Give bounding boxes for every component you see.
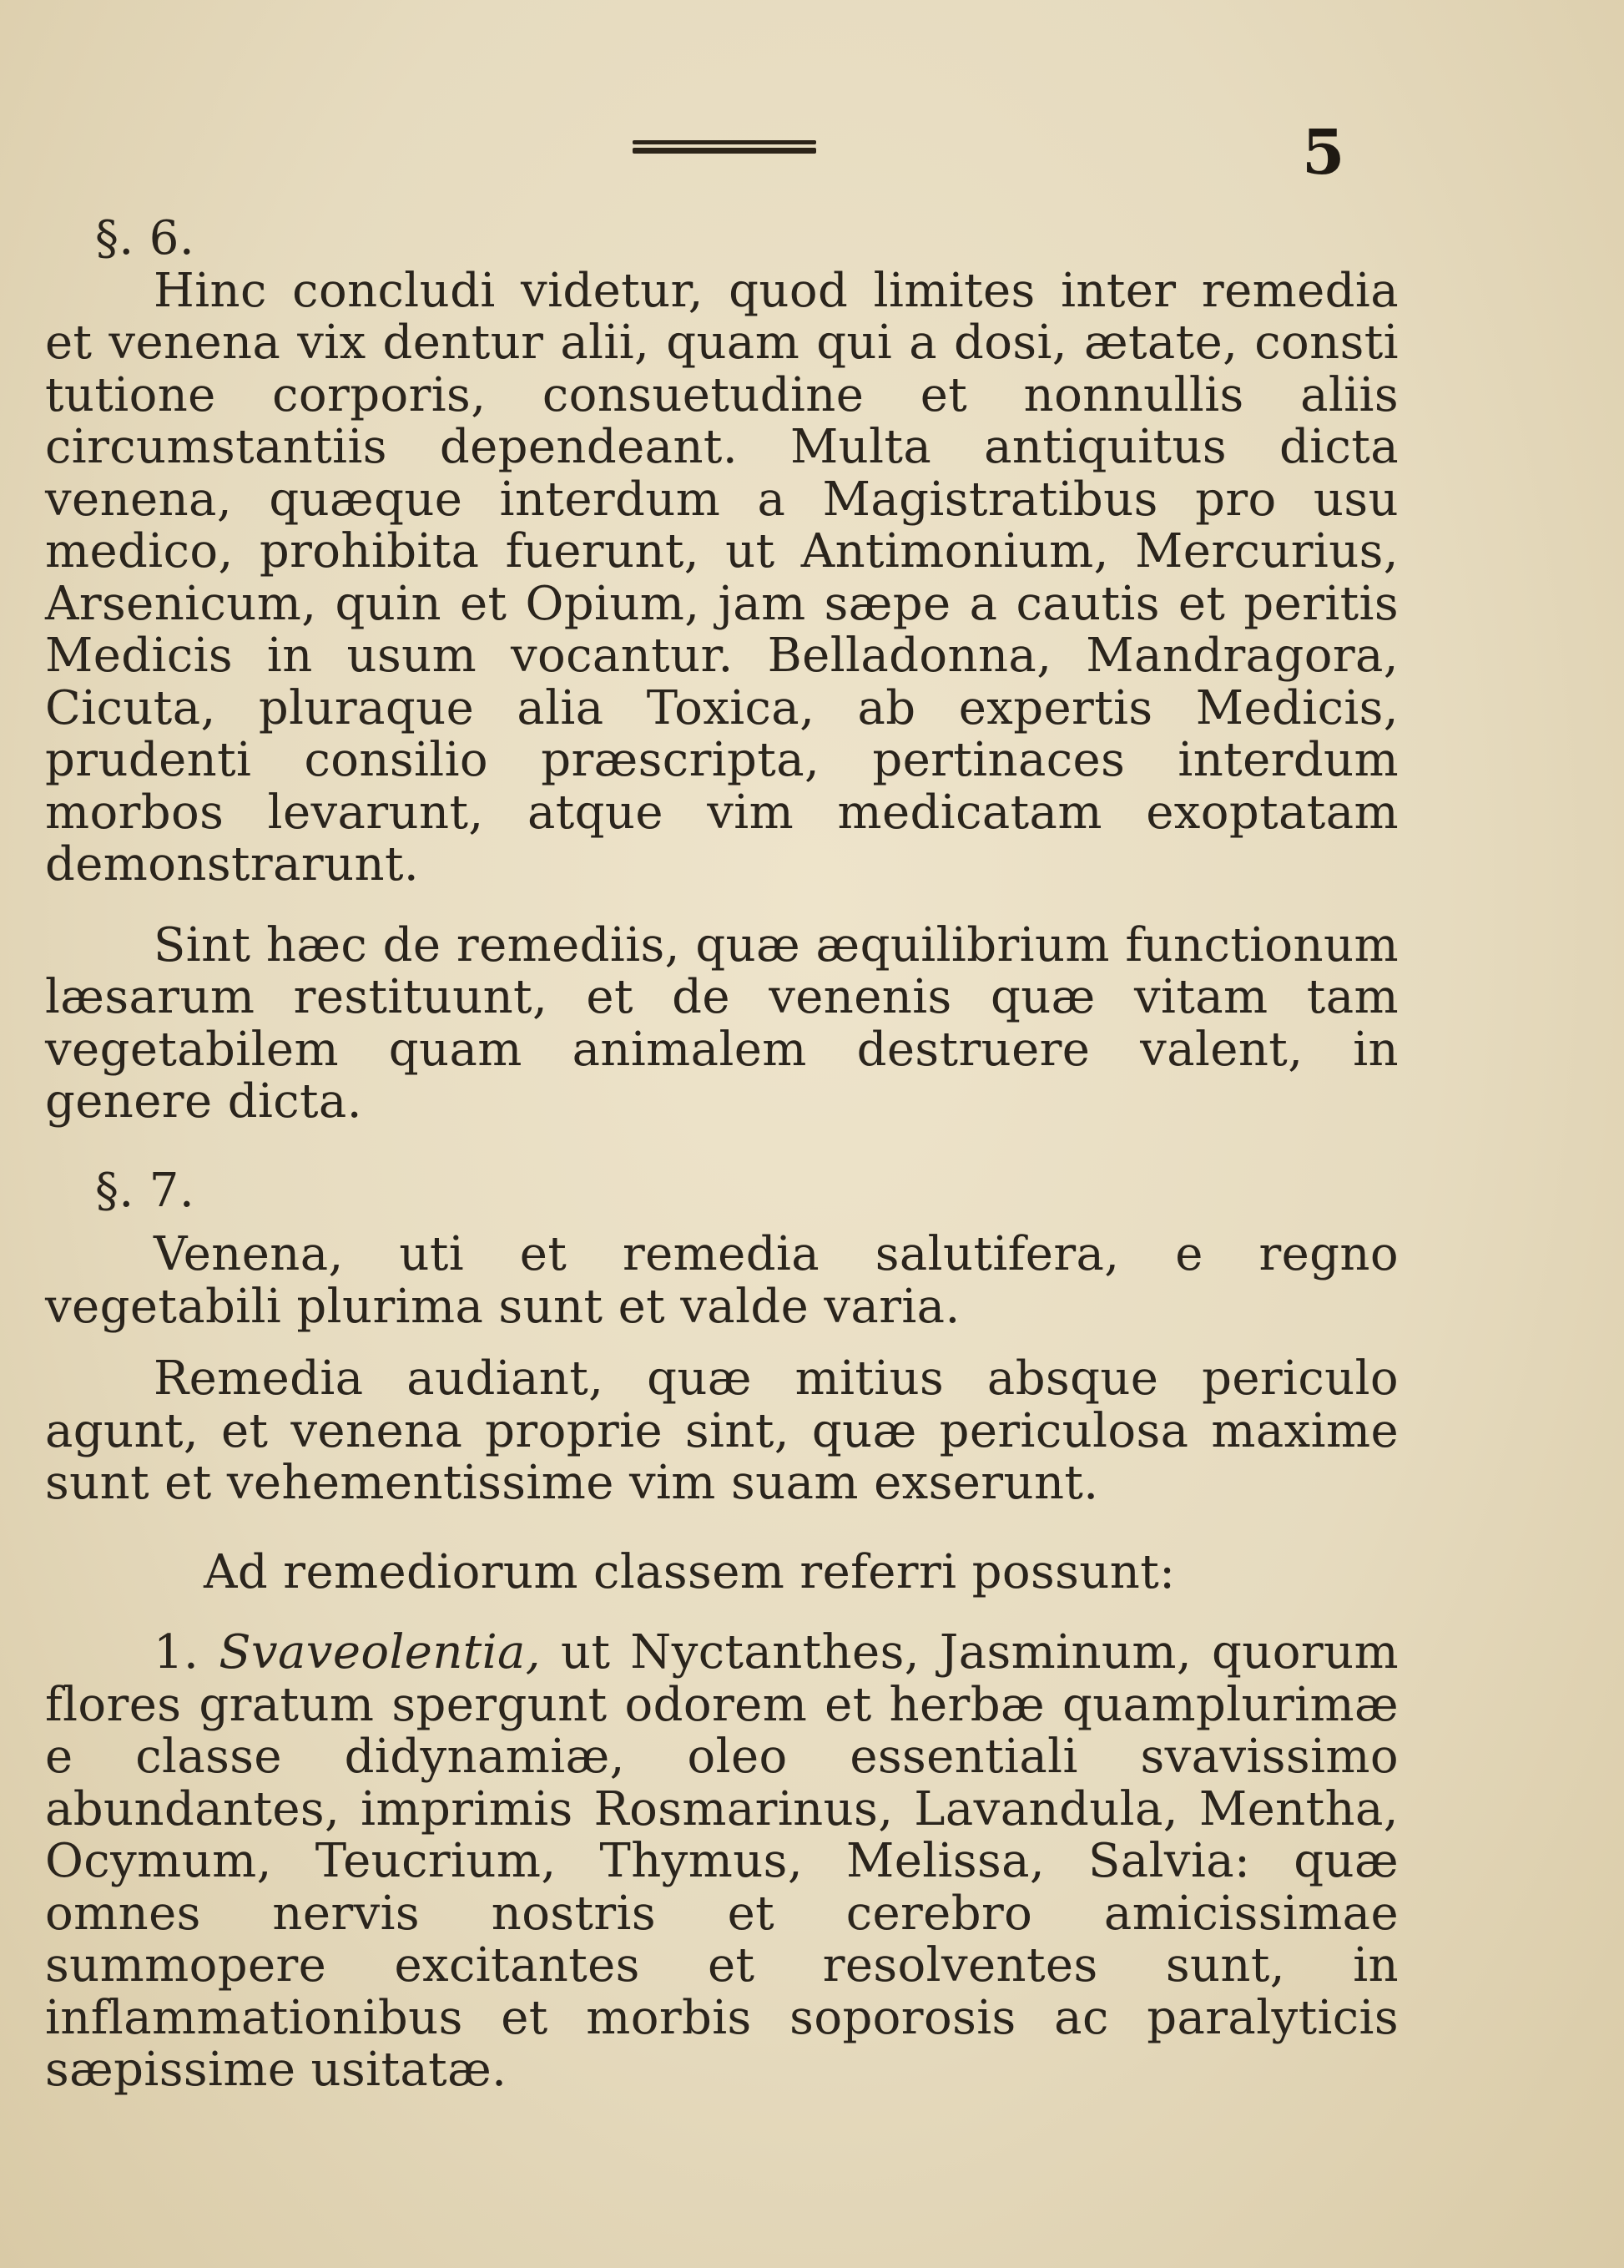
section-7-paragraph-1: Venena, uti et remedia salutifera, e regno vegetabili plurima sunt et valde varia.: [45, 1227, 1399, 1334]
section-7-paragraph-2: Remedia audiant, quæ mitius absque periculo agunt, et venena proprie sint, quæ periculosa maxime sunt et vehementissime vim suam exserunt.: [45, 1351, 1399, 1510]
section-7-heading: §. 7.: [95, 1163, 195, 1218]
header-rule: [633, 140, 816, 159]
page-body: [45, 213, 1399, 2097]
list-item-1-term: Svaveolentia,: [219, 1625, 542, 1680]
list-item-1-text: ut Nyctanthes, Jasminum, quorum flores gratum spergunt odorem et herbæ quamplurimæ e classe didynamiæ, oleo essentiali svavissimo abundantes, imprimis Rosmarinus, Lavandula, Mentha, Ocymum, Teucrium, Thymus, Melissa, Salvia: quæ omnes nervis nostris et cerebro amicissimae summopere excitantes et resolventes sunt, in inflammationibus et morbis soporosis ac paralyticis sæpissime usitatæ.: [45, 1625, 1400, 2097]
section-6-heading: §. 6.: [95, 211, 195, 265]
list-item-1-number: 1.: [154, 1625, 199, 1680]
classes-intro: Ad remediorum classem referri possunt:: [204, 1544, 1176, 1599]
page-number: 5: [1302, 117, 1345, 189]
list-item-1: [45, 1627, 1399, 2097]
section-6-paragraph-2: Sint hæc de remediis, quæ æquilibrium functionum læsarum restituunt, et de venenis quæ vitam tam vegetabilem quam animalem destruere valent, in genere dicta.: [45, 917, 1399, 1129]
section-6-paragraph-1: Hinc concludi videtur, quod limites inter remedia et venena vix dentur alii, quam qui a dosi, ætate, consti tutione corporis, consuetudine et nonnullis aliis circumstantiis dependeant. Multa antiquitus dicta venena, quæque interdum a Magistratibus pro usu medico, prohibita fuerunt, ut Antimonium, Mercurius, Arsenicum, quin et Opium, jam sæpe a cautis et peritis Medicis in usum vocantur. Belladonna, Mandragora, Cicuta, pluraque alia Toxica, ab expertis Medicis, prudenti consilio præscripta, pertinaces interdum morbos levarunt, atque vim medicatam exoptatam demonstrarunt.: [45, 263, 1399, 892]
